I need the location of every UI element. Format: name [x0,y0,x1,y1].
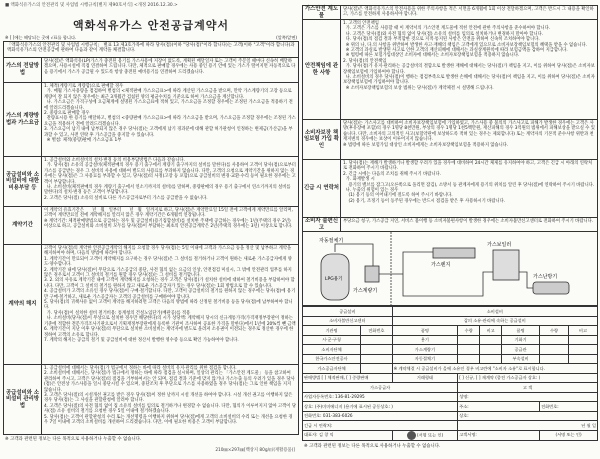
heater-label: 가스난방기 [533,274,558,280]
clause-row [302,5,598,20]
clause-label: 안전책임에 관한 사항 [303,20,341,119]
clause-label: 긴급 시 연락처 [303,160,341,217]
installation-diagram [302,232,598,306]
clause-row [3,83,299,157]
column-header: 수량 [540,326,569,336]
supplier-phone: 전화번호: 031-383-6026 [303,411,458,421]
column-header: 전화번호 [361,326,393,336]
clause-label: 계약의 해지 [4,245,42,364]
column-header: 품명 [502,326,540,336]
owner-note: ※ 계약체결 시 공급설비가 을에 소유인 경우 비고란에 "소비자 소유"로 표시합니다. [392,364,597,374]
company-seal: (서명 또는 인) [392,430,458,440]
privacy-note-right: ※ 고객과 관련된 정보는 다른 목적으로 사용하거나 누출할 수 없습니다. [304,444,441,449]
customer-address-field[interactable]: 주소: [458,402,540,412]
column-header: 비고 [568,326,597,336]
clause-row [302,218,598,232]
column-header: 품명 [392,326,458,336]
clause-row [3,245,299,365]
item-cell: 자동절체기 [392,354,458,364]
item-cell: 용기 [392,335,458,345]
customer-signature-field[interactable]: 고객서명: [458,430,540,440]
supplier-emergency-contact: 긴급 시 연락처: [303,421,458,431]
intro-text: 「액화석유가스의 안전관리 및 사업법 시행규칙」 별표 13 제3호가목에 따라 당사(점)(이하 "당사(점)"이라 합니다)는 고객(이하 "고객"이라 합니다)과 액화석유가스의 안전공급에 관하여 다음과 같이 계약을 체결합니다. [3,41,299,58]
clause-text: 당사(점)은 액화석유가스의 안전사용을 위한 주의사항을 적은 서면을 6개월에 1회 이상 전달하겠으며, 고객은 반드시 그 내용을 확인하고, 가스를 안전하게 사용하셔야 합니다. [343,7,594,18]
boiler-label: 가스보일러 [487,242,512,248]
supplier-representative: 대표자: 김 창 익 [303,430,393,440]
clause-label: 공급설비와 소비설비에 대한 비용부담 등 [4,157,42,206]
clause-row [3,157,299,207]
signature-note: (서명 또는 인) [540,430,598,440]
sales-method-checkbox[interactable]: 판매방법 [ ] 체적판매, [ ] 중량판매 [303,373,393,383]
privacy-note: ※ 고객과 관련된 정보는 다른 목적으로 사용하거나 누출할 수 없습니다. [5,437,142,442]
customer-header: 고 객 [458,383,598,393]
regulator-label: 자동절체기 [319,238,344,244]
supply-table [302,306,598,441]
org-cell: 시·군·구청 [303,335,361,345]
owned-facility-header: 갑의 소유·관리에 속하는 공급설비 [392,316,597,326]
boiler-shape [493,250,519,280]
check-note: ※ [ ]에는 해당되는 곳에 √표를 합니다. [5,35,77,40]
clause-label: 소비자 불편신고 [303,218,341,231]
customer-name-field[interactable]: 성명: [458,392,598,402]
supplier-reg-number: 사업자등록번호: 136-81-29295 [303,392,458,402]
clause-text: 1. 당사(점)는 재해가 발생하거나 발생할 우려가 있을 경우에 대비하여 24시간 체제를 유지하여야 하고, 고객은 긴급 시 아래의 연락처로 전화하여 주시기 바랍니다. 2. 긴급 시에는 다음의 조치를 취해 주시기 바랍니다. 가. 화재발생 시 용기의 밸브를 잠그고(오른쪽으로 돌리면 잠김), 소방서 등 관계자에게 용기의 위치를 알린 후 당사(점)에 연락하여 주시기 바랍니다. 나. 누출의 위험이 있는 경우 (1) 용기 등의 이어내기에 절도록 하여 주시기 바랍니다. (2) 용기, 조정기 등이 동주된 경우에는 반드시 점검을 받은 후 사용하시기 바랍니다. [343,161,595,204]
clause-label: 가스의 계량방법과 가스요금 [4,83,42,156]
column-header: 기관명 [303,326,361,336]
form-reference: ■ 액화석유가스의 안전관리 및 사업법 시행규칙[별지 제90호서식] <개정 2016.12.30.> [5,3,178,8]
page-title: 액화석유가스 안전공급계약서 [73,19,229,32]
item-cell: 공급관 [502,345,540,355]
org-cell: 소비자단체 [303,345,361,355]
column-header: 비고 [480,326,502,336]
customer-firm-field[interactable]: 상호: [458,411,598,421]
item-cell: 부속설비 [502,354,540,364]
clause-text: 고객이 당사(점)의 계약한 안전공급계약의 해지를 요청할 경우 당사(점)는 5일 이내에 고객과 가스요금 등을 정산 및 납부하고 계약을 해지하여야 하며, 다음의 방법에 따라야 합니다. 1. 계약기간이 만료되어 고객이 계약해지를 요구하는 경우 당사(점)은 그 설비를 철거하거나 고객이 원하는 새로운 가스공급자에게 양도·양수합니다. 2. 계약기간 내에 당사(점)이 무단으로 가스공급의 중단, 사전 협의 없는 요금의 인상, 안전점검 미실시, 그 밖에 안전관리 업무를 하지 않은 경우로서 고객이 그 설비의 철거를 원할 경우 당사(점)는 그 설비를 철거합니다. 3. 2. 외의 사유로 계약기간 내에 고객이 계약해지를 요청하는 경우 고객은 당사(점)가 설치한 설비에 대하여 철거비용을 부담하여야 합니다. 다만, 고객이 그 설비의 철거를 원하지 않고 새로운 가스공급자가 있는 경우 당사(점)는 1회 방법으로 할 수 있습니다. 4. 공급설비가 고객의 소유인 경우 당사(점)이 구매·철거합니다. 다만, 고객이 공급설비의 철거를 원하지 않는 경우에는 당사(점)에 용기만 구매·철거하고, 새로운 가스공급자는 고객의 공급설비를 구매하여야 합니다. 5. 당사(점)의 귀책사유 없이 고객이 계약을 해지하려면 고객은 다음의 방법에 따라 산정된 철거비용 등을 당사(점)에 납부하여야 합니다. 가. 당사(점)이 설치한 설비 철거비용: 통계청의 건설노임단가(배관공)를 적용 나. 소비설비(당사(점)이 무상으로 설치한 경우만 해당한다)의 시가 상당액: 계약해지 당시의 신규계통가격(가격재정부장관이 정하는 기준에 적합한 전문가격조사기관으로서 기획재정부장관에게 등록한 기관이 조사하여 공표한 가격을 말한다)에서 1년에 20%씩 뺀 금액 6. 계약기간이 지난 이후 당사(점)의 무단으로 설치한 소비설비는 계약자에 별도로 올려져 소유권이 이전되는 경우로 정산한 경우에 한정하여 고객의 소유로 합니다. 7. 계약의 해지는 공급의 철거 및 공급설비에 대한 정산서 발행한 영수증 등으로 확인 가능하여야 합니다. [44,246,296,343]
clause-text: 1. 고객의 안전책임 가. 고객은 가스를 사용할 때 이 계약서의 가스안전 계도물에 적힌 안전에 관한 주의사항을 준수하여야 합니다. 나. 고객은 당사(점)와 사전 협의 없이 당사(점) 소유의 설비를 임의로 설치하거나 변경하지 말아야 합니다. 다. 당사(점)의 점검 결과 부적합한 것으로 지적·통지된 사항은 안전을 위하여 신속히 조치하여야 합니다. ※ 위의 나, 다.의 사항을 위반하여 발생한 사고·재해의 책임은 고객에게 있으므로 소비자보장책임보험의 혜택을 받을 수 없습니다. ※ 고객의 과실로 발생된 사고로 인한 고객의 재산피해에 대해서는 과실상계원칙에 따라 보험금액을 감하여 지급합니다. ※ 법령에 따른 보험가입대상인 소비자에 대해서는 소비자보장책임보험을 적용하지 않습니다. 2. 당사(점)의 안전책임 가. 당사(점)가 유지·관리하는 공급설비의 결함으로 발생한 재해에 대해서는 당사(점)가 책임을 지고, 이를 위하여 당사(점)은 소비자보장책임보험에 가입하여야 합니다. 나. 소비설비의 경우 당사(점)이 행하는 점검부족으로 발생한 손해에 대해서는 당사(점)이 책임을 지고, 이를 위하여 당사(점)은 소비자보장책임보험에 가입하여야 합니다. ※ 소비자보장책임보험의 보상 범위는 당사(점)가 계약체결 시 설명해 드립니다. [343,21,595,91]
clause-text: 이 계약의 유효기간은 년 월 일부터 년 월 일까지로 하고, 당사(점)은 계약만료일 15일 전에 고객에게 계약만료를 알리며, 고객이 계약만료일 전에 계약해지를 알리지 않은 경우 계약기간은 6개월씩 연장됩니다. ※ 계약기간: 체적판매방법으로 공급하는 경우 및 공급설비(용기집합설비)를 설치한 주택에 공급하는 경우에는 1년(주택의 경우 2년) 이상으로 하고, 공급설비와 소비설비 모두를 당사(점)이 부담하는 최초의 안전공급계약은 2년(주택의 경우에는 3년) 이상으로 합니다. [44,208,293,230]
item-cell: 가스계량기 [392,345,458,355]
org-cell: 한국가스안전공사 [303,354,361,364]
clause-text: 1. 체적(계량기로 계량함)으로 판매할 경우 가. 매월 가스사용량을 점검하여 별첨의 <체적판매 가스요금표>에 따라 계산된 가스요금을 받으며, 만약 가스계량기의 고장 등으로 계량이 잘 되지 않은 경우에는 최근 3개월간 검침된 양의 평균수치를 기준으로 하여 가스요금을 계산합니다. 나. 가스요금은 가격구성에 요금체계에 설명된 가스요금표에 적혀 있고, 가스요금을 조정할 경우에는 조정된 가스요금을 적용하기 전에 알려드리겠습니다. 2. 중량으로 판매할 경우 잔량표시용 한 용기를 배달하고, 별첨의 <중량판매 가스요금표>에 따라 가스요금을 받으며, 가스요금을 조정할 경우에는 조정된 가스요금을 적용하기 전에 알려드리겠습니다. 3. 가스요금이 납기 내에 납부되지 않은 경우 당사(점)는 고객에게 납기 경과분에 대해 관할 허가관청이 인정하는 변제금(가산금)을 부과할 수 있고, 사전 연락 후 가스공급을 중지할 수 있습니다. ※ 별첨: 체적(중량)판매 가스요금표 1부 [44,84,296,144]
clause-label: 계약기간 [4,207,42,244]
supplier-header: 가스공급자 [303,383,458,393]
meter-shape [365,266,379,282]
cylinder-label: LPG용기 [325,277,343,282]
clause-label: 소비자보장 책임보험 가입 확인 [303,120,341,159]
clause-row [302,160,598,218]
page-note: (앞쪽/앞면) [276,35,297,40]
clause-label: 가스안전 계도물 [303,6,341,19]
clause-row [302,20,598,120]
supplier-name: 상호: (주)미미에너지 (용기에 표시된 공동상호: ) [303,402,458,412]
form-code: 210㎜×297㎜[백상지 80g/㎡(재활용품)] [215,448,295,453]
clause-row [3,365,299,435]
item-cell: 기화기 [502,335,540,345]
complaint-center-header: 소비자불만신고센터 [303,316,393,326]
org-cell: 가스공급자단체 [303,364,361,374]
contract-date-field[interactable]: 년 월 일 [458,421,598,431]
column-header: 수량 [458,326,480,336]
clause-text: 1. 공급설비와 소비설비의 설치·변경 등의 비용부담방법은 다음과 같습니다. 가. 당사(점) 소유의 공급설비(체적판매의 경우 용기 출구에서 계량기 출구까지의 설비를 말한다)를 사용하여 고객이 당사(점)으로부터 가스를 공급받는 경우 그 설비의 사용에 대하여 별도의 사용료를 부과하지 않습니다. 다만, 고객의 요청으로 계약기간을 위하지 않는 경우에는 당사(점)은 그 사용료를 부과할 수 있고, 당사(점)의 사정(고장 등 포함)으로 공급설비의 변경·교환·수리 등이 필요한 경우에는 고객이 부담합니다. 나. 소비설비(체적판매의 경우 계량기 출구에서 연소기까지의 설비)를 말하며, 중량판매의 경우 용기 출구에서 연소기까지의 설비를 말한다)의 설치·변경 등은 고객이 부담합니다. 2. 고객은 당사(점) 소유의 설비로 다른 가스공급자로부터 가스를 공급받을 수 없습니다. [44,158,296,201]
clause-text: 당사(점)는 가스사고를 대비하여 소비자보장책임보험에 가입하였고, 가스사용 중 불의의 가스사고로 피해가 발생한 경우에는 고객은 사망(후유장애 포함)의 경우 1명당 8천만원, 부상의 경우 1명당 1천5백만원, 재산피해의 경우 3억원의 범위에서 피해보상을 받으실 수 있습니다. 다만, 소비자의 고의적인 사고(보험약관에 보상하도록 적혀 있는 경우는 제외합니다) 또는 계약자의 기본적 준수사항 위반과 천재지변의 경우에는 보상이 이루어지지 않습니다. ※ 법령에 따른 보험가입 대상인 소비자에게는 소비자보장책임보험을 적용하지 않습니다. [343,121,595,148]
supply-side-label: 공급설비 [303,307,393,317]
clause-label: 공급설비와 소비설비 관리방법 [4,365,42,434]
stove-shape [433,248,475,258]
customer-phone-field[interactable]: 전화번호: [540,402,598,412]
clause-row [3,207,299,245]
clause-text: 부당요금 청구, 가스공급 지연, 서비스 불이행 등 소비자불편사항이 발생한 경우에는 소비자불만신고센터로 전화하여 주시기 바랍니다. [343,219,594,224]
clause-text: 당사(점)은 액화석유(LP)가스가 충전된 용기를 가스사용에 지장이 없도록, 계획된 배달일자 또는 고객이 주문일 때마다 신속히 배달하겠으며, 사용시설에 직접 연결하여 드립니다. 다만, 체적으로 판매할 경우에는 사용 중인 용기 안에 있는 가스가 떨어지면 자동적으로 다음 용기에서 가스가 공급될 수 있도록 항상 충전된 예비용기를 연결하여 드리겠습니다. [44,59,296,75]
clause-row [3,58,299,83]
stove-label: 가스렌지 [431,262,451,268]
clause-text: 1. 공급설비에 대해서는 당사(점)가 법규에서 정하는 바에 따라 설비의 유지·관리를 위한 점검을 합니다. 2. 소비설비에 대해서는, 당사(점)가 법규에서 정하는 바에 따라 점검을 실시하며, 일상의 관리는 「가스안전 계도물」 등을 참고하여 관리하여 주시고, 고객은 당사(점)의 점검을 거부하여서는 안 되며, 점검 결과 기준에 맞지 않거나 가스누출 등의 우려가 있을 경우 당사(점)은 안전상 가스사용을 일시 중단시킬 수 있으며, 중단조치 후 무단으로 가스를 사용하였을 경우 당사(점)는 그로 인한 책임을 지지 않습니다. 3. 고객은 당사(점)의 시설개선 권고를 받은 경우 당사(점)이 정한 날까지 시설 개선을 하여야 합니다. 시설 개선 권고를 이행하지 않은 경우 당사(점)는 그 사실을 관할관청에 알려야 합니다. 4. 고객은 당사(점)의 사전 협의 없이 집 소유의 설비를 임의로 철거하거나 변경할 수 없습니다. 다만, 협의가 이루어지지 않아 고객이 당사(점) 소유 설비의 철거를 요청한 경우 5일 이내에 철거하겠습니다. 5. 당사(점)는 고객이 관할관청의 수리 또는 개선명령을 이행하지 위하여 당사(점)에게 고객의 소비설비의 수리 또는 개선을 요청한 경우 7일 이내에 고객의 소비설비를 개선하여 드리겠습니다. 다만, 이에 필요한 비용은 고객이 부담합니다. [44,366,296,426]
heater-shape [533,282,569,294]
diagram-drawing [303,232,599,306]
clause-label: 가스의 전달방법 [4,58,42,82]
clause-row [302,120,598,160]
contract-type-label: 거래형태 [392,373,458,383]
meter-label: 가스계량기 [353,288,378,294]
contract-type-checkbox[interactable]: [ ] 신규, [ ] 재계약 (종전 가스공급자 상호: ) [458,373,598,383]
consume-side-label: 소비설비 [392,307,597,317]
